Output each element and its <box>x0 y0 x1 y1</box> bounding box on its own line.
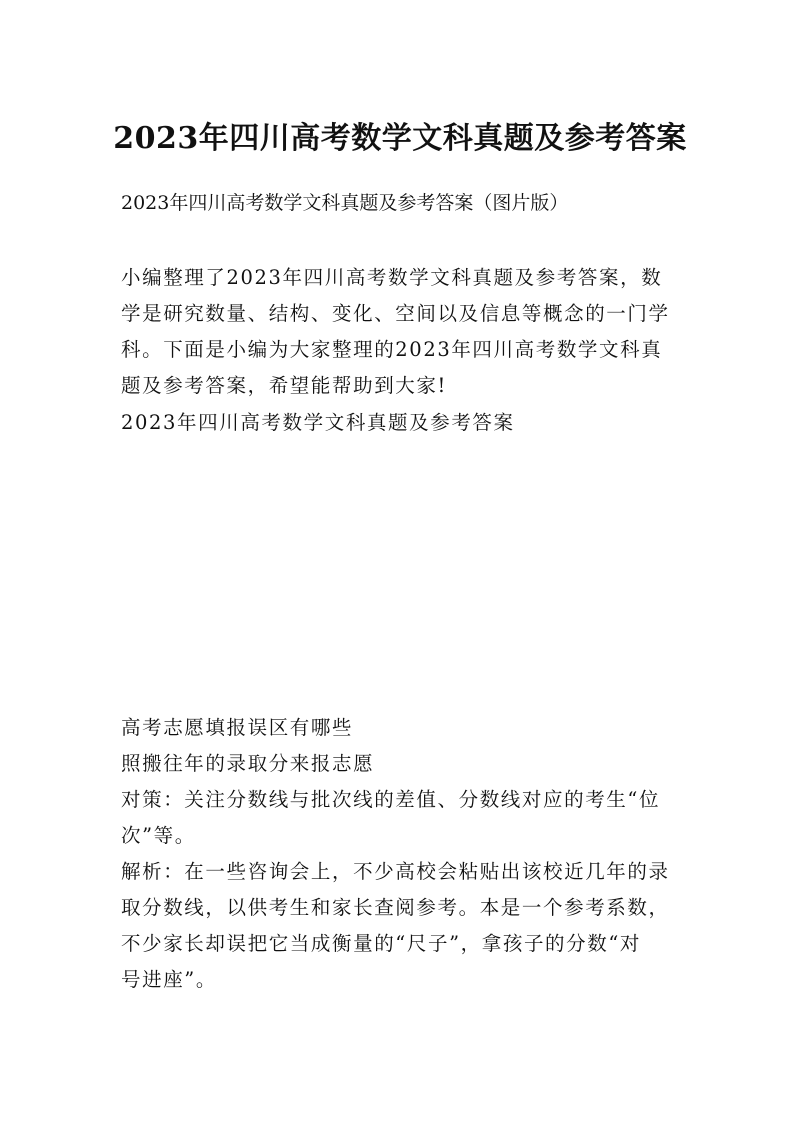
intro-line: 科。下面是小编为大家整理的2023年四川高考数学文科真 <box>121 338 663 361</box>
body-line: 不少家长却误把它当成衡量的“尺子”，拿孩子的分数“对 <box>121 932 642 955</box>
document-subtitle: 2023年四川高考数学文科真题及参考答案（图片版） <box>121 192 569 214</box>
body-line: 号进座”。 <box>121 968 217 991</box>
intro-line: 学是研究数量、结构、变化、空间以及信息等概念的一门学 <box>121 302 670 325</box>
body-line: 对策：关注分数线与批次线的差值、分数线对应的考生“位 <box>121 788 661 811</box>
body-line: 照搬往年的录取分来报志愿 <box>121 752 375 775</box>
body-line: 高考志愿填报误区有哪些 <box>121 716 354 739</box>
section-heading: 2023年四川高考数学文科真题及参考答案 <box>121 411 515 434</box>
body-section <box>121 710 693 998</box>
body-line: 解析：在一些咨询会上，不少高校会粘贴出该校近几年的录 <box>121 860 670 883</box>
intro-line: 小编整理了2023年四川高考数学文科真题及参考答案，数 <box>121 266 663 289</box>
body-line: 取分数线，以供考生和家长查阅参考。本是一个参考系数， <box>121 896 670 919</box>
intro-line: 题及参考答案，希望能帮助到大家! <box>121 374 447 397</box>
body-line: 次”等。 <box>121 824 196 847</box>
document-title: 2023年四川高考数学文科真题及参考答案 <box>113 121 687 157</box>
intro-paragraph <box>121 260 693 404</box>
